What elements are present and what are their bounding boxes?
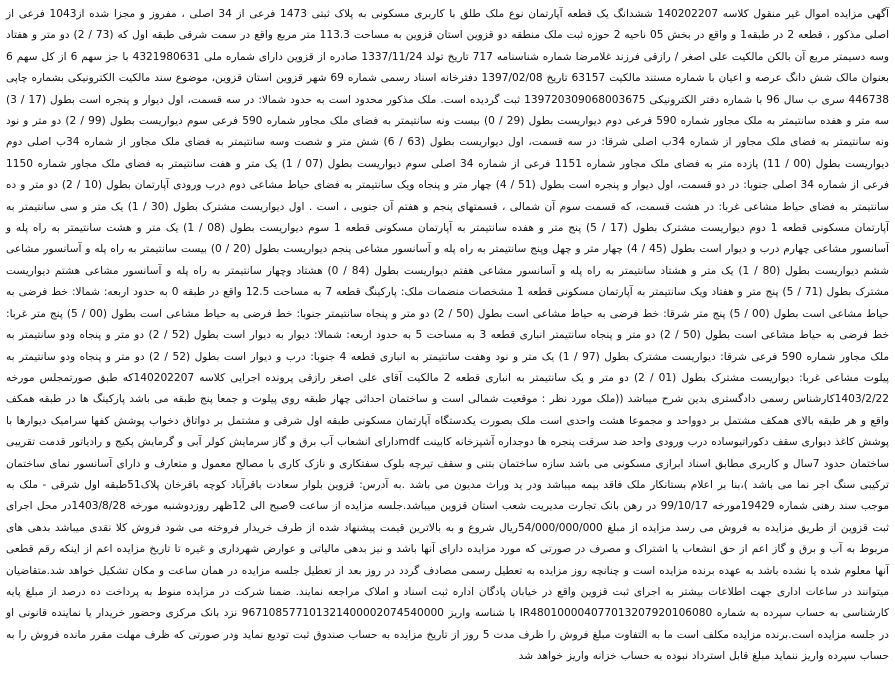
auction-notice-text: آگهی مزایده اموال غیر منقول کلاسه 140202207 ششدانگ یک قطعه آپارتمان نوع ملک طلق با کاربری مسکونی به پلاک ثبتی 1473 فرعی از 34 اصلی ، مفروز و مجزا شده از1043 فرعی از اصلی مذکور ، قطعه 2 در طبقه1 و واقع در بخش 05 ناحیه 2 حوزه ثبت ملک منطقه دو قزوین استان قزوین به مساحت 113.3 متر مربع واقع در سمت شرقی طبقه اول که (73 / 2) دو متر و هفتاد وسه دسیمتر مربع آن بالکن مالکیت علی اصغر / رازقی فرزند غلامرضا شماره شناسنامه 717 تاریخ تولد 1337/11/24 صادره از قزوین دارای شماره ملی 4321980631 با جز سهم 6 از کل سهم 6 بعنوان مالک شش دانگ عرصه و اعیان با شماره مستند مالکیت 63157 تاریخ 1397/02/08 دفترخانه اسناد رسمی شماره 69 شهر قزوین استان قزوین، موضوع سند مالکیت الکترونیکی بشماره چاپی 446738 سری ب سال 96 با شماره دفتر الکترونیکی 139720309068003675 ثبت گردیده است. ملک مذکور محدود است به حدود شمالا: در سه قسمت، اول دیوار و پنجره است بطول (17 / 3) سه متر و هفده سانتیمتر به ملک مجاور شماره 590 فرعی دوم دیواریست بطول (29 / 0) بیست ونه سانتیمتر به فضای ملک مجاور شماره 590 فرعی سوم دیواریست بطول (99 / 2) دو متر و نود ونه سانتیمتر به فضای ملک مجاور از شماره 34ب اصلی شرقا: در سه قسمت، اول دیواریست بطول (63 / 6) شش متر و شصت وسه سانتیمتر به فضای ملک مجاور از شماره 34ب اصلی دوم دیواریست بطول (00 / 11) یازده متر به فضای ملک مجاور شماره 1151 فرعی از شماره 34 اصلی سوم دیواریست بطول (07 / 1) یک متر و هفت سانتیمتر به فضای ملک مجاور شماره 1150 فرعی از شماره 34 اصلی جنوبا: در دو قسمت، اول دیوار و پنجره است بطول (51 / 4) چهار متر و پنجاه ویک سانتیمتر به فضای حیاط مشاعی دوم درب ورودی آپارتمان بطول (10 / 2) دو متر و ده سانتیمتر به فضای حیاط مشاعی غربا: در هشت قسمت، که قسمت سوم آن شمالی ، قسمتهای پنجم و هفتم آن جنوبی ، است . اول دیواریست مشترک بطول (30 / 1) یک متر و سی سانتیمتر به آپارتمان مسکونی قطعه 1 دوم دیواریست مشترک بطول (17 / 5) پنج متر و هفده سانتیمتر به آپارتمان مسکونی قطعه 1 سوم دیواریست بطول (08 / 1) یک متر و هشت سانتیمتر به راه پله و آسانسور مشاعی چهارم درب و دیوار است بطول (45 / 4) چهار متر و چهل وپنج سانتیمتر به راه پله و آسانسور مشاعی پنجم دیواریست بطول (20 / 0) بیست سانتیمتر به راه پله و آسانسور مشاعی ششم دیواریست بطول (80 / 1) یک متر و هشتاد سانتیمتر به راه پله و آسانسور مشاعی هفتم دیواریست بطول (84 / 0) هشتاد وچهار سانتیمتر به راه پله و آسانسور مشاعی هشتم دیواریست مشترک بطول (71 / 5) پنج متر و هفتاد ویک سانتیمتر به آپارتمان مسکونی قطعه 1 مشخصات منضمات ملک: پارکینگ قطعه 7 به مساحت 12.5 واقع در طبقه 0 به حدود اربعه: شمالا: خط فرضی به حیاط مشاعی است بطول (00 / 5) پنج متر شرقا: خط فرضی به حیاط مشاعی است بطول (50 / 2) دو متر و پنجاه سانتیمتر جنوبا: خط فرضی به حیاط مشاعی است بطول (00 / 5) پنج متر غربا: خط فرضی به حیاط مشاعی است بطول (50 / 2) دو متر و پنجاه سانتیمتر انباری قطعه 3 به مساحت 5 به حدود اربعه: شمالا: دیوار به دیوار است بطول (52 / 2) دو متر و پنجاه ودو سانتیمتر به ملک مجاور شماره 590 فرعی شرقا: دیواریست مشترک بطول (97 / 1) یک متر و نود وهفت سانتیمتر به انباری قطعه 4 جنوبا: درب و دیوار است بطول (52 / 2) دو متر و پنجاه ودو سانتیمتر به پیلوت مشاعی غربا: دیواریست مشترک بطول (01 / 2) دو متر و یک سانتیمتر به انباری قطعه 2 مالکیت آقای علی اصغر رازقی پرونده اجرایی کلاسه 140202207که طبق صورتمجلس مورخه 1403/2/22کارشناس رسمی دادگستری بدین شرح میباشد ((ملک مورد نظر : موقعیت شمالی است و ساختمان احداثی چهار طبقه روی پیلوت و جمعا پنج طبقه می باشد پارکینگ ها در طبقه همکف واقع و هر طبقه بالای همکف مشتمل بر دوواحد و مجموعا هشت واحدی است ملک بصورت یکدستگاه آپارتمان مسکونی طبقه اول شرقی و مشتمل بر دواتاق دخواب پوشش کفها سرامیک دیوارها با پوشش کاغذ دیواری سقف دکوراتیوساده درب ورودی واحد ضد سرقت پنجره ها دوجداره آشپزخانه کابینت mdfدارای انشعاب آب برق و گاز سرمایش کولر آبی و گرمایش پکیج و رادیاتور قدمت تقریبی ساختمان حدود 7سال و کاربری مطابق اسناد ابرازی مسکونی می باشد سازه ساختمان بتنی و سقف تیرچه بلوک سفتکاری و نازک کاری با مصالح معمول و متعارف و دارای آسانسور نمای ساختمان ترکیبی سنگ اجر نما می باشد )،بنا بر اعلام بستانکار ملک فاقد بیمه میباشد ودر ید وراث مدیون می باشد .به آدرس: قزوین بلوار سعادت باقرآباد کوچه باقرخان پلاک51طبقه اول شرقی - ملک به موجب سند رهنی شماره 19429مورخه 99/10/17 در رهن بانک تجارت مدیریت شعب استان قزوین میباشد.جلسه مزایده از ساعت 9صبح الی 12ظهر روزدوشنبه مورخه 1403/8/28در محل اجرای ثبت قزوین از طریق مزایده به فروش می رسد مزایده از مبلغ 54/000/000/000ریال شروع و به بالاترین قیمت پیشنهاد شده از طرف خریدار فروخته می شود فروش کلا نقدی میباشد بدهی های مربوط به آب و برق و گاز اعم از حق انشعاب یا اشتراک و مصرف در صورتی که مورد مزایده دارای آنها باشد و نیز بدهی مالیاتی و عوارض شهرداری و غیره تا تاریخ مزایده اعم از اینکه رقم قطعی آنها معلوم شده یا نشده باشد به عهده برنده مزایده است و چنانچه روز مزایده به تعطیل رسمی مصادف گردد در روز بعد از تعطیل جلسه مزایده در همان ساعت و مکان تشکیل خواهد شد.متقاضیان میتوانند در ساعات اداری جهت اطلاعات بیشتر به اجرای ثبت قزوین واقع در خیابان پادگان اداره ثبت اسناد و املاک مراجعه نمایند. ضمنا شرکت در مزایده منوط به پرداخت ده درصد از مبلغ پایه کارشناسی به حساب سپرده به شماره IR480100004077013207920106080 با شناسه واریز 967108577101321400002074540000 نزد بانک مرکزی وحضور خریدار یا نماینده قانونی او در جلسه مزایده است.برنده مزایده مکلف است ما به التفاوت مبلغ فروش را ظرف مدت 5 روز از تاریخ مزایده به حساب صندوق ثبت تودیع نماید ودر صورتی که ظرف مهلت مقرر مانده فروش را به حساب سپرده واریز ننماید مبلغ قابل استرداد نبوده به حساب خزانه واریز خواهد شد — [6, 8, 890, 663]
